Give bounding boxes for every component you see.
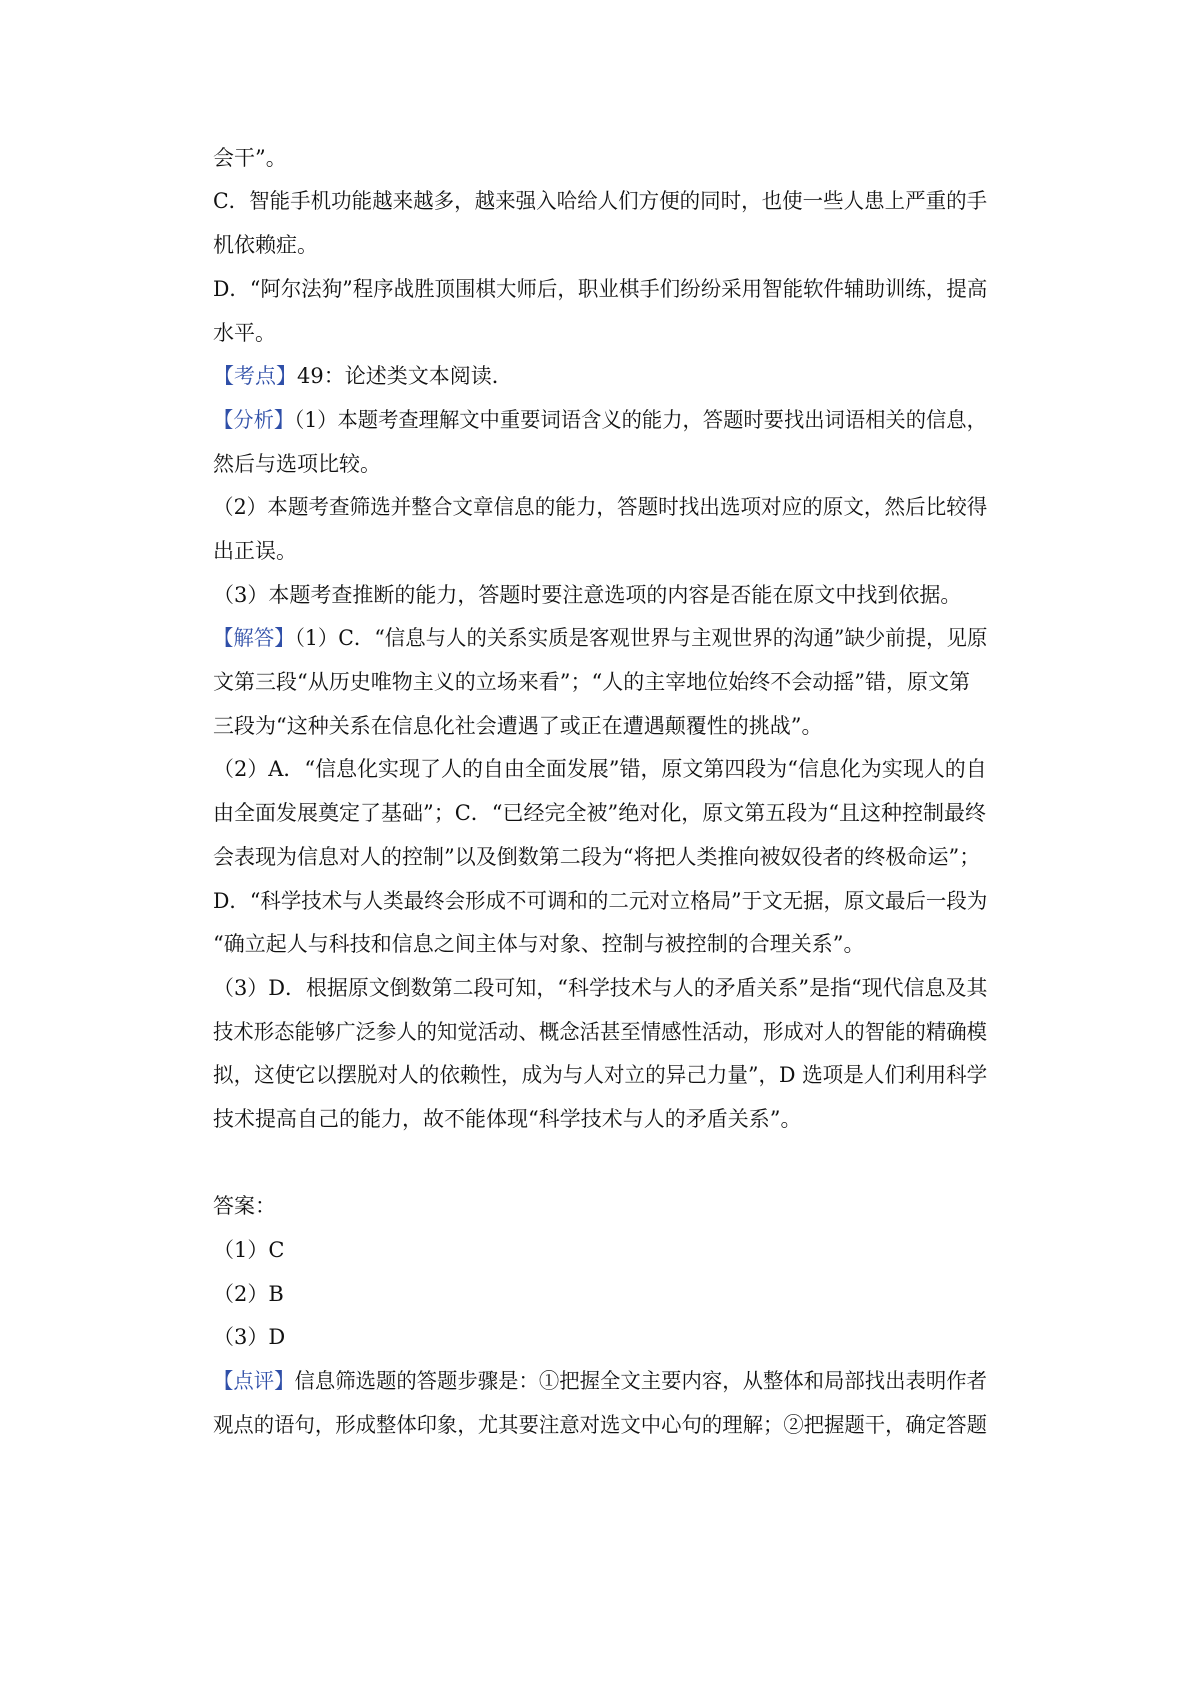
kaodian-tag: 【考点】 — [213, 364, 297, 388]
text-run: 由全面发展奠定了基础”；C．“已经完全被”绝对化，原文第五段为“且这种控制最终 — [213, 801, 987, 825]
text-line — [213, 975, 987, 1001]
text-run: （1）C — [213, 1238, 285, 1262]
text-run: D．“阿尔法狗”程序战胜顶围棋大师后，职业棋手们纷纷采用智能软件辅助训练，提高 — [213, 277, 988, 301]
text-line — [213, 1019, 987, 1045]
jieda-line — [213, 625, 987, 651]
text-run: 出正误。 — [213, 539, 297, 563]
text-run: “确立起人与科技和信息之间主体与对象、控制与被控制的合理关系”。 — [213, 932, 865, 956]
text-line — [213, 451, 381, 477]
option-d-line — [213, 276, 987, 302]
text-run: 然后与选项比较。 — [213, 452, 381, 476]
answer-item — [213, 1237, 284, 1263]
fenxi-line — [213, 407, 987, 433]
answer-item — [213, 1324, 285, 1350]
text-line — [213, 320, 276, 346]
text-run: C．智能手机功能越来越多，越来强入哈给人们方便的同时，也使一些人患上严重的手 — [213, 189, 988, 213]
text-run: （3）本题考查推断的能力，答题时要注意选项的内容是否能在原文中找到依据。 — [213, 583, 962, 607]
text-line — [213, 888, 987, 914]
text-line — [213, 844, 980, 870]
text-line — [213, 800, 986, 826]
text-line — [213, 1412, 987, 1438]
kaodian-line — [213, 363, 513, 389]
text-run: 会表现为信息对人的控制”以及倒数第二段为“将把人类推向被奴役者的终极命运”； — [213, 845, 981, 869]
text-run: 拟，这使它以摆脱对人的依赖性，成为与人对立的异己力量”，D 选项是人们利用科学 — [213, 1063, 988, 1087]
text-run: （3）D — [213, 1325, 286, 1349]
text-run: 信息筛选题的答题步骤是：①把握全文主要内容，从整体和局部找出表明作者 — [294, 1369, 987, 1393]
text-run: （1）本题考查理解文中重要词语含义的能力，答题时要找出词语相关的信息， — [294, 408, 987, 432]
text-run: 水平。 — [213, 321, 276, 345]
text-run: 技术形态能够广泛参人的知觉活动、概念活甚至情感性活动，形成对人的智能的精确模 — [213, 1020, 987, 1044]
text-line — [213, 582, 961, 608]
text-run: 49：论述类文本阅读． — [297, 364, 513, 388]
text-run: （2）本题考查筛选并整合文章信息的能力，答题时找出选项对应的原文，然后比较得 — [213, 495, 988, 519]
text-line — [213, 756, 987, 782]
text-run: 技术提高自己的能力，故不能体现“科学技术与人的矛盾关系”。 — [213, 1107, 802, 1131]
text-line — [213, 494, 987, 520]
text-run: 观点的语句，形成整体印象，尤其要注意对选文中心句的理解；②把握题干，确定答题 — [213, 1413, 987, 1437]
text-run: 文第三段“从历史唯物主义的立场来看”；“人的主宰地位始终不会动摇”错，原文第 — [213, 670, 970, 694]
text-line — [213, 1106, 801, 1132]
dianping-tag: 【点评】 — [213, 1369, 295, 1393]
text-run: 会干”。 — [213, 146, 287, 170]
text-line — [213, 669, 970, 695]
text-run: （2）A．“信息化实现了人的自由全面发展”错，原文第四段为“信息化为实现人的自 — [213, 757, 987, 781]
text-run: 三段为“这种关系在信息化社会遭遇了或正在遭遇颠覆性的挑战”。 — [213, 714, 823, 738]
option-c-line — [213, 188, 987, 214]
answer-heading — [213, 1193, 276, 1219]
text-line — [213, 538, 297, 564]
text-line — [213, 1062, 987, 1088]
text-line — [213, 713, 822, 739]
text-line — [213, 232, 318, 258]
text-line — [213, 145, 287, 171]
answer-item — [213, 1281, 284, 1307]
text-run: （2）B — [213, 1282, 284, 1306]
jieda-tag: 【解答】 — [213, 626, 295, 650]
text-line — [213, 931, 864, 957]
dianping-line — [213, 1368, 987, 1394]
fenxi-tag: 【分析】 — [213, 408, 295, 432]
text-run: 机依赖症。 — [213, 233, 318, 257]
text-run: D．“科学技术与人类最终会形成不可调和的二元对立格局”于文无据，原文最后一段为 — [213, 889, 988, 913]
text-run: （1）C．“信息与人的关系实质是客观世界与主观世界的沟通”缺少前提，见原 — [294, 626, 988, 650]
text-run: （3）D．根据原文倒数第二段可知，“科学技术与人的矛盾关系”是指“现代信息及其 — [213, 976, 988, 1000]
text-run: 答案： — [213, 1194, 276, 1218]
